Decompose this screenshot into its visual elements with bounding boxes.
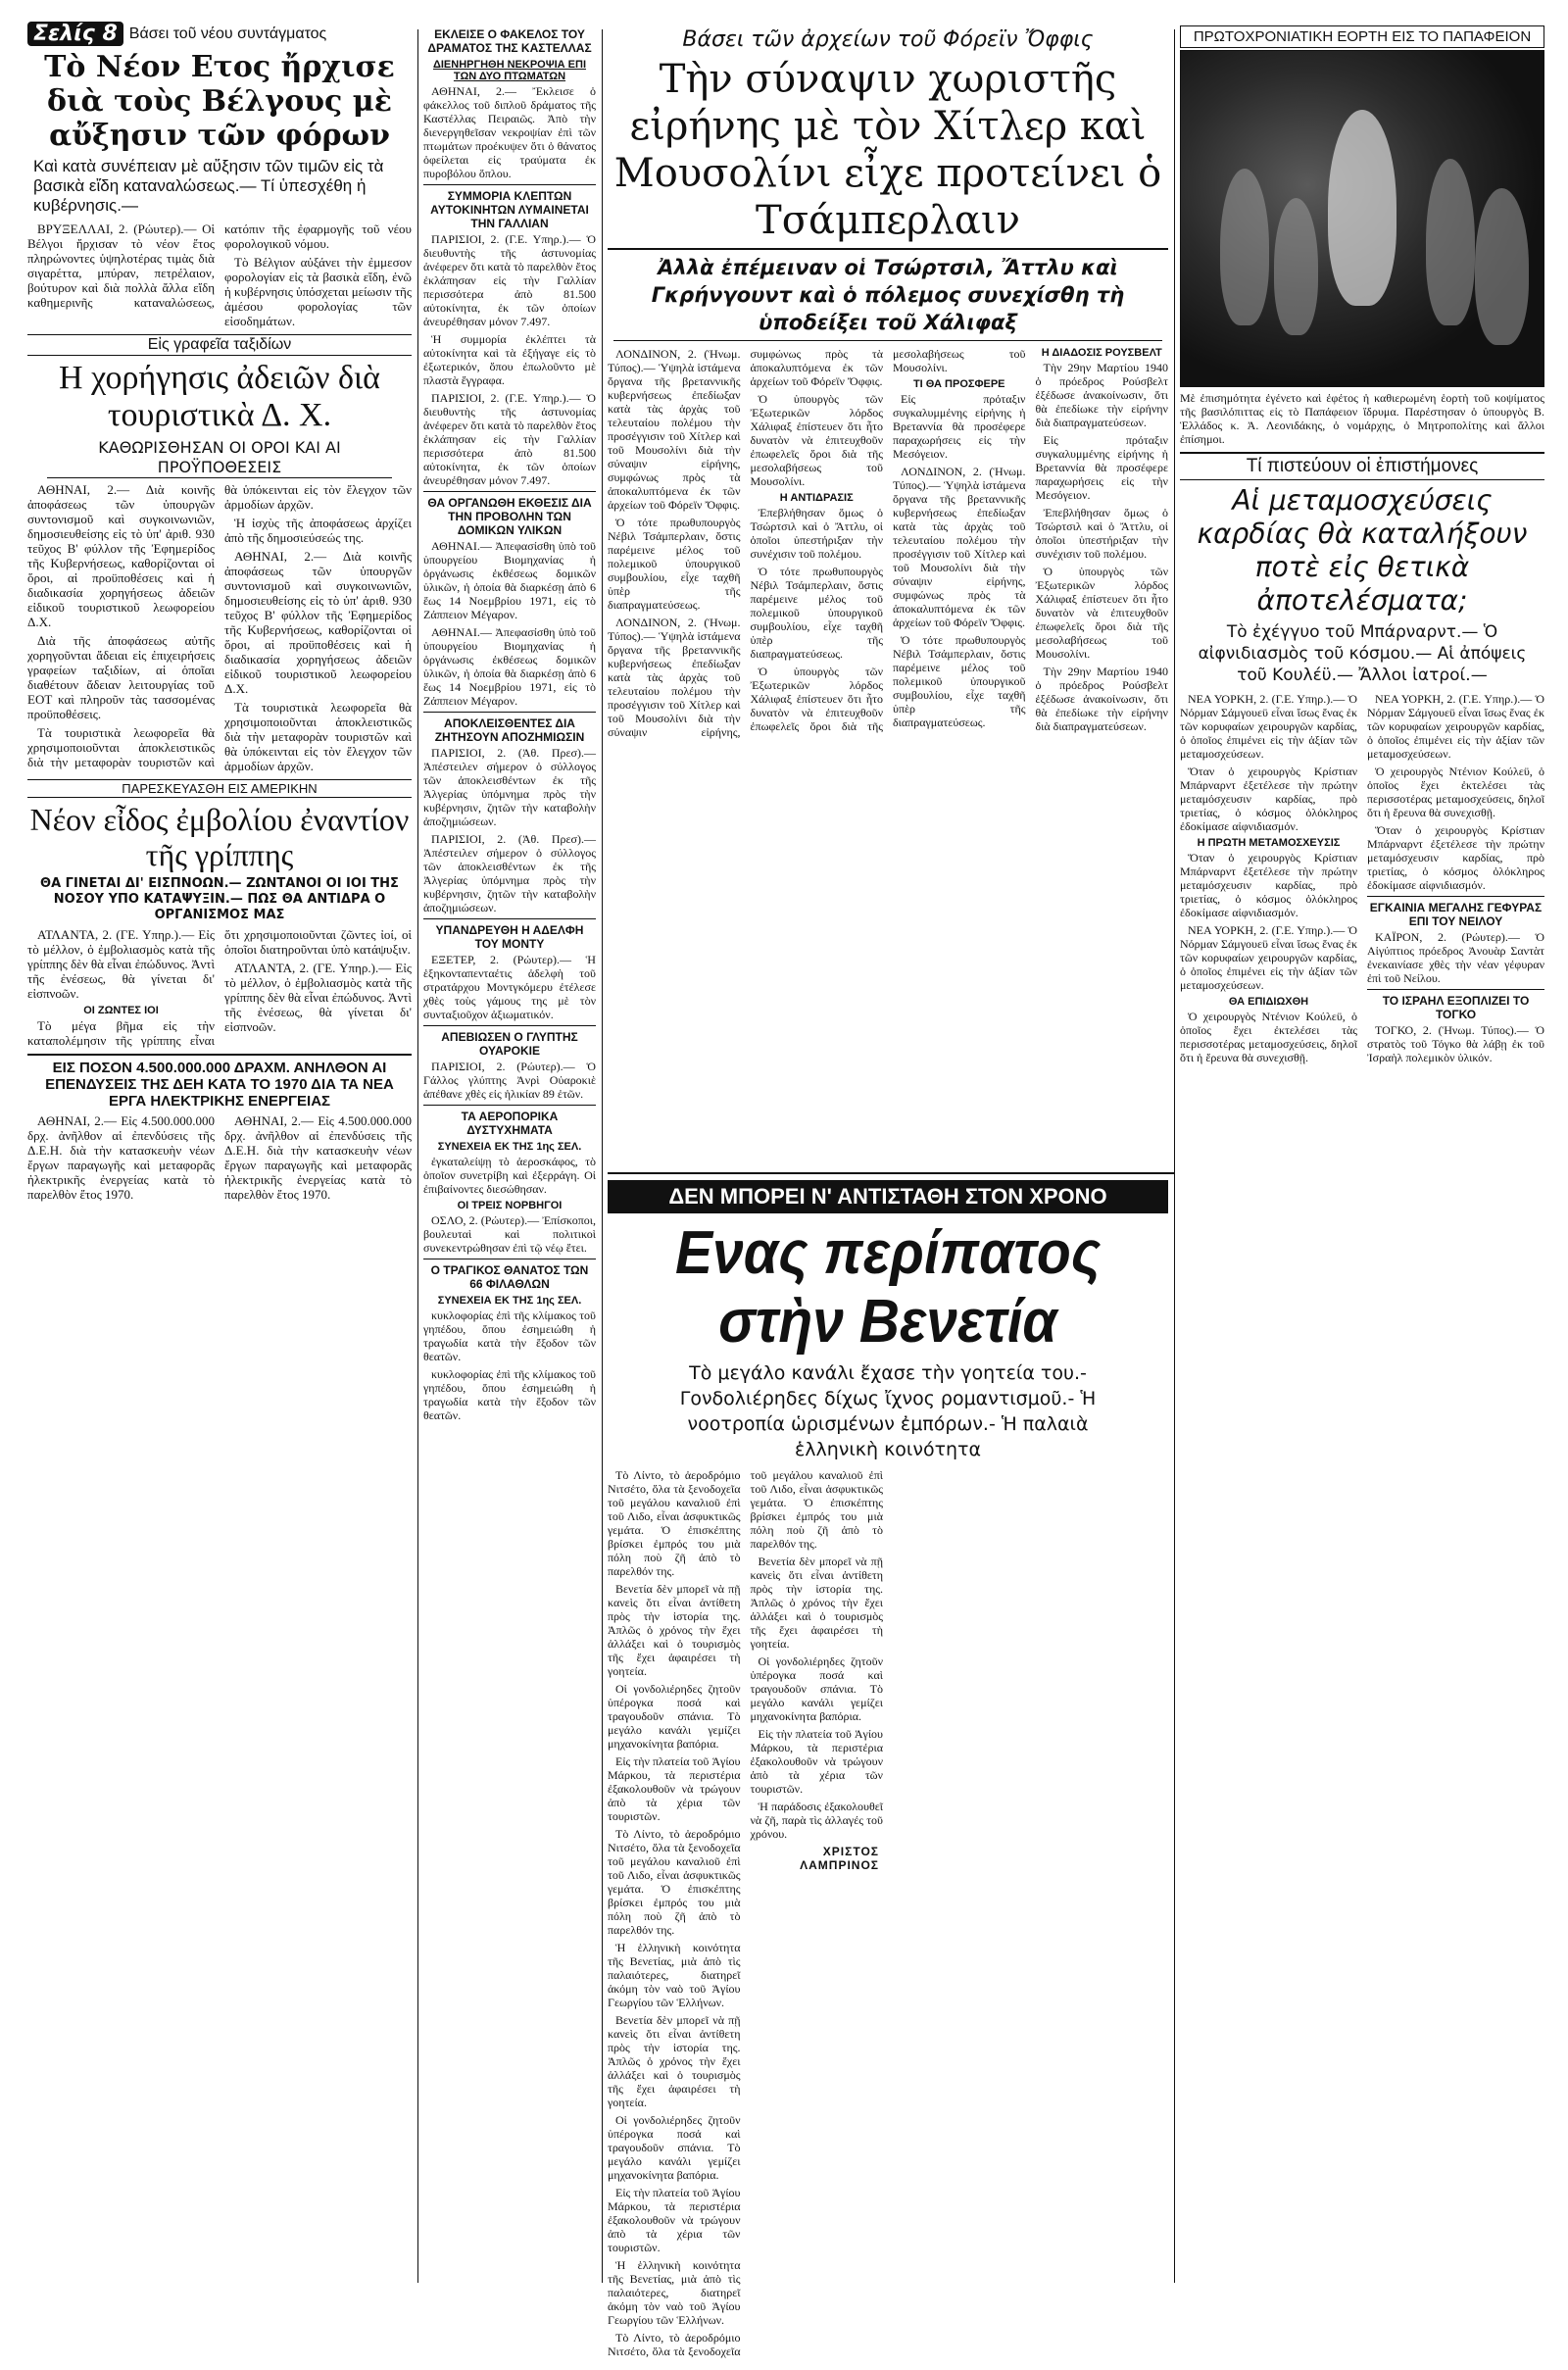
subhead-tourist-buses: ΚΑΘΩΡΙΣΘΗΣΑΝ ΟΙ ΟΡΟΙ ΚΑΙ ΑΙ ΠΡΟΫΠΟΘΕΣΕΙΣ <box>47 438 392 478</box>
author-byline: ΧΡΙΣΤΟΣ ΛΑΜΠΡΙΝΟΣ <box>800 1845 879 1872</box>
article-body: Ἡ ἰσχὺς τῆς ἀποφάσεως ἀρχίζει ἀπὸ τῆς δημοσιεύσεώς της. <box>224 516 412 545</box>
article-body: Τὸ Λίντο, τὸ ἀεροδρόμιο Νιτσέτο, ὅλα τὰ ξενοδοχεῖα τοῦ μεγάλου καναλιοῦ ἐπὶ τοῦ Λιδο, εἶναι ἀσφυκτικῶς γεμάτα. Ὁ ἐπισκέπτης βρίσκει ἐμπρός του μιὰ πόλη ποὺ ζῆ ἀπὸ τὸ παρελθόν της. <box>608 1468 883 2358</box>
headline-belgium: Τὸ Νέον Ετος ἤρχισε διὰ τοὺς Βέλγους μὲ αὔξησιν τῶν φόρων <box>44 50 395 153</box>
article-body: ΠΑΡΙΣΙΟΙ, 2. (Γ.Ε. Υπηρ.).— Ὁ διευθυντὴς τῆς ἀστυνομίας ἀνέφερεν ὅτι κατὰ τὸ παρελθὸν ἔτος ἐκλάπησαν εἰς τὴν Γαλλίαν περισσότερα ἀπὸ 81.500 αὐτοκίνητα, ἐκ τῶν ὁποίων ἀνευρέθησαν μόνον 7.497. <box>423 391 596 487</box>
column-rule <box>1174 29 1175 2283</box>
headline-heart-transplants: Αἱ μεταμοσχεύσεις καρδίας θὰ καταλήξουν ποτὲ εἰς θετικὰ ἀποτελέσματα; <box>1197 484 1528 617</box>
new-year-photo <box>1180 50 1544 387</box>
headline-air-accidents: ΤΑ ΑΕΡΟΠΟΡΙΚΑ ΔΥΣΤΥΧΗΜΑΤΑ <box>423 1105 596 1137</box>
article-body: Ὅταν ὁ χειρουργὸς Κρίστιαν Μπάρναρντ ἐξετέλεσε τὴν πρώτην μεταμόσχευσιν καρδίας, πρὸ τριετίας, ὁ κόσμος ὁλόκληρος ἐδοκίμασε αἰφνιδιασμόν. <box>1367 823 1544 892</box>
article-body: Ἡ ἑλληνικὴ κοινότητα τῆς Βενετίας, μιὰ ἀπὸ τὶς παλαιότερες, διατηρεῖ ἀκόμη τὸν ναὸ τοῦ Ἁγίου Γεωργίου τῶν Ἑλλήνων. <box>608 2258 741 2327</box>
article-body: Ὁ τότε πρωθυπουργὸς Νέβιλ Τσάμπερλαιν, ὅστις παρέμεινε μέλος τοῦ πολεμικοῦ ὑπουργικοῦ συμβουλίου, εἶχε ταχθῆ ὑπὲρ τῆς διαπραγματεύσεως. <box>893 633 1026 729</box>
article-body: ΕΞΕΤΕΡ, 2. (Ρώυτερ).— Ἡ ἑξηκονταπενταέτις ἀδελφὴ τοῦ στρατάρχου Μοντγκόμερυ ἐτέλεσε χθὲς τοὺς γάμους της μὲ τὸν συνταξιοῦχον ἀξιωματικόν. <box>423 953 596 1021</box>
column-4 <box>1180 25 1544 2283</box>
article-body: Οἱ γονδολιέρηδες ζητοῦν ὑπέρογκα ποσά καὶ τραγουδοῦν σπάνια. Τὸ μεγάλο κανάλι γεμίζει μηχανοκίνητα βαπόρια. <box>608 2113 741 2182</box>
headline-dei-investments: ΕΙΣ ΠΟΣΟΝ 4.500.000.000 ΔΡΑΧΜ. ΑΝΗΛΘΟΝ ΑΙ ΕΠΕΝΔΥΣΕΙΣ ΤΗΣ ΔΕΗ ΚΑΤΑ ΤΟ 1970 ΔΙΑ ΤΑ ΝΕΑ ΕΡΓΑ ΗΛΕΚΤΡΙΚΗΣ ΕΝΕΡΓΕΙΑΣ <box>45 1060 394 1110</box>
column-1 <box>27 22 412 2283</box>
column-2 <box>423 25 596 2283</box>
article-body: Εἰς τὴν πλατεία τοῦ Ἁγίου Μάρκου, τὰ περιστέρια ἐξακολουθοῦν νὰ τρώγουν ἀπὸ τὰ χέρια τῶν τουριστῶν. <box>608 2186 741 2254</box>
section-label-travel: Εἰς γραφεῖα ταξιδίων <box>27 334 412 356</box>
article-body: ΝΕΑ ΥΟΡΚΗ, 2. (Γ.Ε. Υπηρ.).— Ὁ Νόρμαν Σάμγουεϋ εἶναι ἴσως ἕνας ἐκ τῶν κορυφαίων χειρουργῶν καρδίας, ὁ ὁποῖος ἐπιμένει εἰς τὴν ἀξίαν τῶν μεταμοσχεύσεων. <box>1367 692 1544 761</box>
article-body: Ἡ παράδοσις ἐξακολουθεῖ νὰ ζῆ, παρὰ τὶς ἀλλαγές τοῦ χρόνου. <box>750 1800 883 1841</box>
subsection-heading: ΤΙ ΘΑ ΠΡΟΣΦΕΡΕ <box>912 378 1005 390</box>
column-rule <box>602 29 603 2283</box>
headline-israel-togo: ΤΟ ΙΣΡΑΗΛ ΕΞΟΠΛΙΖΕΙ ΤΟ ΤΟΓΚΟ <box>1367 989 1544 1021</box>
article-body: ΚΑΪΡΟΝ, 2. (Ρώυτερ).— Ὁ Αἰγύπτιος πρόεδρος Ἀνουὰρ Σαντὰτ ἐνεκαινίασε χθὲς τὴν νέαν γέφυραν ἐπὶ τοῦ Νείλου. <box>1367 930 1544 985</box>
headline-venice: Ενας περίπατος στὴν Βενετία <box>674 1219 1102 1356</box>
article-dei <box>27 1113 412 1206</box>
column-rule <box>417 29 418 2283</box>
article-body: ΠΑΡΙΣΙΟΙ, 2. (Ἀθ. Πρεσ).— Ἀπέστειλεν σήμερον ὁ σύλλογος τῶν ἀποκλεισθέντων ἐκ τῆς Ἀλγερίας ὑπόμνημα πρὸς τὴν κυβέρνησιν, ζητῶν τὴν καταβολὴν ἀποζημιώσεων. <box>423 746 596 828</box>
article-body: Οἱ γονδολιέρηδες ζητοῦν ὑπέρογκα ποσά καὶ τραγουδοῦν σπάνια. Τὸ μεγάλο κανάλι γεμίζει μηχανοκίνητα βαπόρια. <box>750 1654 883 1723</box>
column-3 <box>608 24 1168 1160</box>
article-body: κυκλοφορίας ἐπὶ τῆς κλίμακος τοῦ γηπέδου, ὅπου ἐσημειώθη ἡ τραγωδία κατὰ τὴν ἔξοδον τῶν θεατῶν. <box>423 1367 596 1422</box>
article-body: Εἰς πρόταξιν συγκαλυμμένης εἰρήνης ἡ Βρεταννία θὰ προσέφερε παραχωρήσεις εἰς τὴν Μεσόγειον. <box>1035 433 1168 502</box>
headline-car-thieves: ΣΥΜΜΟΡΙΑ ΚΛΕΠΤΩΝ ΑΥΤΟΚΙΝΗΤΩΝ ΛΥΜΑΙΝΕΤΑΙ ΤΗΝ ΓΑΛΛΙΑΝ <box>423 184 596 230</box>
subsection-heading: Η ΔΙΑΔΟΣΙΣ ΡΟΥΣΒΕΛΤ <box>1041 347 1162 359</box>
article-body: ΑΘΗΝΑΙ, 2.— Εἰς 4.500.000.000 δρχ. ἀνῆλθον αἱ ἐπενδύσεις τῆς Δ.Ε.Η. διὰ τὴν κατασκευὴν νέων ἔργων παραγωγῆς καὶ μεταφορᾶς ἠλεκτρικῆς ἐνεργείας κατὰ τὸ παρελθὸν ἔτος 1970. <box>27 1113 215 1202</box>
headline-tourist-buses: Η χορήγησις ἀδειῶν διὰ τουριστικὰ Δ. Χ. <box>59 360 380 433</box>
article-body: ΝΕΑ ΥΟΡΚΗ, 2. (Γ.Ε. Υπηρ.).— Ὁ Νόρμαν Σάμγουεϋ εἶναι ἴσως ἕνας ἐκ τῶν κορυφαίων χειρουργῶν καρδίας, ὁ ὁποῖος ἐπιμένει εἰς τὴν ἀξίαν τῶν μεταμοσχεύσεων. <box>1180 692 1357 761</box>
chamberlain-kicker: Βάσει τῶν ἀρχείων τοῦ Φόρεϊν Ὄφφις <box>682 27 1094 52</box>
article-body: Τὰ τουριστικὰ λεωφορεῖα θὰ χρησιμοποιοῦνται ἀποκλειστικῶς διὰ τὴν μεταφορὰν τουριστῶν καὶ θὰ ὑπόκεινται εἰς τὸν ἔλεγχον τῶν ἁρμοδίων ἀρχῶν. <box>27 482 412 769</box>
article-body: Τὸ Λίντο, τὸ ἀεροδρόμιο Νιτσέτο, ὅλα τὰ ξενοδοχεῖα τοῦ μεγάλου καναλιοῦ ἐπὶ τοῦ Λιδο, εἶναι ἀσφυκτικῶς γεμάτα. Ὁ ἐπισκέπτης βρίσκει ἐμπρός του μιὰ πόλη ποὺ ζῆ ἀπὸ τὸ παρελθόν της. <box>608 1827 741 1937</box>
headline-nile-bridge: ΕΓΚΑΙΝΙΑ ΜΕΓΑΛΗΣ ΓΕΦΥΡΑΣ ΕΠΙ ΤΟΥ ΝΕΙΛΟΥ <box>1367 896 1544 928</box>
article-heart <box>1180 692 1544 1068</box>
article-body: Τὴν 29ην Μαρτίου 1940 ὁ πρόεδρος Ρούσβελτ ἐξέδωσε ἀνακοίνωσιν, ὅτι θὰ ἐπεδίωκε τὴν εἰρήνην διὰ διαπραγματεύσεων. <box>1035 665 1168 733</box>
subhead-belgium: Καὶ κατὰ συνέπειαν μὲ αὔξησιν τῶν τιμῶν εἰς τὰ βασικὰ εἴδη καταναλώσεως.— Τί ὑπεσχέθη ἡ κυβέρνησις.— <box>33 157 384 215</box>
article-body: ΑΘΗΝΑΙ, 2.— Εἰς 4.500.000.000 δρχ. ἀνῆλθον αἱ ἐπενδύσεις τῆς Δ.Ε.Η. διὰ τὴν κατασκευὴν νέων ἔργων παραγωγῆς καὶ μεταφορᾶς ἠλεκτρικῆς ἐνεργείας κατὰ τὸ παρελθὸν ἔτος 1970. <box>224 1113 412 1202</box>
article-body: Ἡ ἑλληνικὴ κοινότητα τῆς Βενετίας, μιὰ ἀπὸ τὶς παλαιότερες, διατηρεῖ ἀκόμη τὸν ναὸ τοῦ Ἁγίου Γεωργίου τῶν Ἑλλήνων. <box>608 1941 741 2009</box>
continued-label: ΣΥΝΕΧΕΙΑ ΕΚ ΤΗΣ 1ης ΣΕΛ. <box>437 1295 582 1307</box>
article-body: Ὅταν ὁ χειρουργὸς Κρίστιαν Μπάρναρντ ἐξετέλεσε τὴν πρώτην μεταμόσχευσιν καρδίας, πρὸ τριετίας, ὁ κόσμος ὁλόκληρος ἐδοκίμασε αἰφνιδιασμόν. <box>1180 851 1357 919</box>
article-body: ΑΘΗΝΑΙ, 2.— Διὰ κοινῆς ἀποφάσεως τῶν ὑπουργῶν συντονισμοῦ καὶ συγκοινωνιῶν, δημοσιευθείσης εἰς τὸ ὑπ' ἀριθ. 930 τεῦχος Β' φύλλον τῆς Ἐφημερίδος τῆς Κυβερνήσεως, καθορίζονται οἱ ὅροι, αἱ προϋποθέσεις καὶ ἡ διαδικασία χορηγήσεως ἀδειῶν εἰδικοῦ τουριστικοῦ λεωφορείου Δ.Χ. <box>224 549 412 696</box>
article-body: ΑΘΗΝΑΙ.— Ἀπεφασίσθη ὑπὸ τοῦ ὑπουργείου Βιομηχανίας ἡ ὀργάνωσις ἐκθέσεως δομικῶν ὑλικῶν, ἡ ὁποία θὰ διαρκέσῃ ἀπὸ 6 ἕως 14 Νοεμβρίου 1971, εἰς τὸ Ζάππειον Μέγαρον. <box>423 539 596 621</box>
article-body: Ὁ χειρουργὸς Ντένιον Κούλεϋ, ὁ ὁποῖος ἔχει ἐκτελέσει τὰς περισσοτέρας μεταμοσχεύσεις, δηλοῖ ὅτι ἡ ἔρευνα θὰ συνεχισθῇ. <box>1180 1010 1357 1064</box>
article-belgium <box>27 222 412 328</box>
article-body: Εἰς τὴν πλατεία τοῦ Ἁγίου Μάρκου, τὰ περιστέρια ἐξακολουθοῦν νὰ τρώγουν ἀπὸ τὰ χέρια τῶν τουριστῶν. <box>608 1754 741 1823</box>
article-body: ΟΣΛΟ, 2. (Ρώυτερ).— Ἐπίσκοποι, βουλευταὶ καὶ πολιτικοὶ συνεκεντρώθησαν ἐπὶ τῷ νέῳ ἔτει. <box>423 1213 596 1255</box>
headline-monty-sister: ΥΠΑΝΔΡΕΥΘΗ Η ΑΔΕΛΦΗ ΤΟΥ ΜΟΝΤΥ <box>423 918 596 951</box>
headline-chamberlain: Τὴν σύναψιν χωριστῆς εἰρήνης μὲ τὸν Χίτλερ καὶ Μουσολίνι εἶχε προτείνει ὁ Τσάμπερλαιν <box>608 56 1168 250</box>
article-body: Ὅταν ὁ χειρουργὸς Κρίστιαν Μπάρναρντ ἐξετέλεσε τὴν πρώτην μεταμόσχευσιν καρδίας, πρὸ τριετίας, ὁ κόσμος ὁλόκληρος ἐδοκίμασε αἰφνιδιασμόν. <box>1180 765 1357 833</box>
article-body: Βενετία δὲν μπορεῖ νὰ πῇ κανεὶς ὅτι εἶναι ἀντίθετη πρὸς τὴν ἱστορία της. Ἀπλῶς ὁ χρόνος τὴν ἔχει ἀλλάξει καὶ ὁ τουρισμὸς τῆς ἔχει ἀφαιρέσει τὴ γοητεία. <box>608 2013 741 2109</box>
photo-title: ΠΡΩΤΟΧΡΟΝΙΑΤΙΚΗ ΕΟΡΤΗ ΕΙΣ ΤΟ ΠΑΠΑΦΕΙΟΝ <box>1180 25 1544 48</box>
section-label-america: ΠΑΡΕΣΚΕΥΑΣΘΗ ΕΙΣ ΑΜΕΡΙΚΗΝ <box>27 779 412 798</box>
article-body: ΠΑΡΙΣΙΟΙ, 2. (Ἀθ. Πρεσ).— Ἀπέστειλεν σήμερον ὁ σύλλογος τῶν ἀποκλεισθέντων ἐκ τῆς Ἀλγερίας ὑπόμνημα πρὸς τὴν κυβέρνησιν, ζητῶν τὴν καταβολὴν ἀποζημιώσεων. <box>423 832 596 914</box>
article-flu-vaccine <box>27 927 412 1048</box>
article-body: Τὰ τουριστικὰ λεωφορεῖα θὰ χρησιμοποιοῦνται ἀποκλειστικῶς διὰ τὴν μεταφορὰν τουριστῶν καὶ θὰ ὑπόκεινται εἰς τὸν ἔλεγχον τῶν ἁρμοδίων ἀρχῶν. <box>224 700 412 773</box>
article-body: ΑΘΗΝΑΙ, 2.— Διὰ κοινῆς ἀποφάσεως τῶν ὑπουργῶν συντονισμοῦ καὶ συγκοινωνιῶν, δημοσιευθείσης εἰς τὸ ὑπ' ἀριθ. 930 τεῦχος Β' φύλλον τῆς Ἐφημερίδος τῆς Κυβερνήσεως, καθορίζονται οἱ ὅροι, αἱ προϋποθέσεις καὶ ἡ διαδικασία χορηγήσεως ἀδειῶν εἰδικοῦ τουριστικοῦ λεωφορείου Δ.Χ. <box>27 482 215 629</box>
headline-flu-vaccine: Νέον εἶδος ἐμβολίου ἐναντίον τῆς γρίππης <box>29 802 410 872</box>
subhead-heart: Τὸ ἐχέγγυο τοῦ Μπάρναρντ.— Ὁ αἰφνιδιασμὸς τοῦ κόσμου.— Αἱ ἀπόψεις τοῦ Κουλέϋ.— Ἄλλοι ἰατροί.— <box>1198 622 1527 685</box>
article-body: Τὸ μέγα βῆμα εἰς τὴν καταπολέμησιν τῆς γρίππης εἶναι ὅτι χρησιμοποιοῦνται ζῶντες ἰοί, οἱ ὁποῖοι διατηροῦνται ὑπὸ κατάψυξιν. <box>27 927 412 1048</box>
article-body: Ὁ ὑπουργὸς τῶν Ἐξωτερικῶν λόρδος Χάλιφαξ ἐπίστευεν ὅτι ἦτο δυνατὸν νὰ ἐπιτευχθοῦν ἐπωφελεῖς ὅροι διὰ τῆς μεσολαβήσεως τοῦ Μουσολίνι. <box>1035 565 1168 661</box>
article-body: ΠΑΡΙΣΙΟΙ, 2. (Γ.Ε. Υπηρ.).— Ὁ διευθυντὴς τῆς ἀστυνομίας ἀνέφερεν ὅτι κατὰ τὸ παρελθὸν ἔτος ἐκλάπησαν εἰς τὴν Γαλλίαν περισσότερα ἀπὸ 81.500 αὐτοκίνητα, ἐκ τῶν ὁποίων ἀνευρέθησαν μόνον 7.497. <box>423 232 596 328</box>
subhead-chamberlain: Ἀλλὰ ἐπέμειναν οἱ Τσώρτσιλ, Ἄττλυ καὶ Γκρήνγουντ καὶ ὁ πόλεμος συνεχίσθη τὴ ὑποδείξει τοῦ Χάλιφαξ <box>613 254 1162 341</box>
headline-building-expo: ΘΑ ΟΡΓΑΝΩΘΗ ΕΚΘΕΣΙΣ ΔΙΑ ΤΗΝ ΠΡΟΒΟΛΗΝ ΤΩΝ ΔΟΜΙΚΩΝ ΥΛΙΚΩΝ <box>423 491 596 537</box>
article-venice <box>608 1468 1168 2370</box>
article-body: Ὁ χειρουργὸς Ντένιον Κούλεϋ, ὁ ὁποῖος ἔχει ἐκτελέσει τὰς περισσοτέρας μεταμοσχεύσεις, δηλοῖ ὅτι ἡ ἔρευνα θὰ συνεχισθῇ. <box>1367 765 1544 819</box>
photo-caption: Μὲ ἐπισημότητα ἐγένετο καὶ ἐφέτος ἡ καθιερωμένη ἑορτὴ τοῦ κοψίματος τῆς βασιλόπιττας εἰς τὸ Παπάφειον ἵδρυμα. Παρέστησαν ὁ ὑπουργὸς Β. Ἑλλάδος κ. Ἀ. Λεονιδάκης, ὁ νομάρχης, ὁ Μητροπολίτης καὶ ἄλλοι ἐπίσημοι. <box>1180 391 1544 446</box>
article-body: Τὸ Βέλγιον αὐξάνει τὴν ἐμμεσον φορολογίαν εἰς τὰ βασικὰ εἴδη, ἐνῶ ἡ κυβέρνησις ὑπόσχεται μείωσιν τῆς ἀμέσου φορολογίας τῶν εἰσοδημάτων. <box>224 255 412 328</box>
subsection-heading: Η ΑΝΤΙΔΡΑΣΙΣ <box>779 492 854 504</box>
subsection-heading: ΟΙ ΤΡΕΙΣ ΝΟΡΒΗΓΟΙ <box>457 1200 563 1211</box>
venice-kicker: ΔΕΝ ΜΠΟΡΕΙ Ν' ΑΝΤΙΣΤΑΘΗ ΣΤΟΝ ΧΡΟΝΟ <box>608 1180 1168 1213</box>
article-body: ΒΡΥΞΕΛΛΑΙ, 2. (Ρώυτερ).— Οἱ Βέλγοι ἤρχισαν τὸ νέον ἔτος πληρώνοντες ὑψηλοτέρας τιμὰς διὰ σιγαρέττα, μπύραν, πετρέλαιον, βούτυρον καὶ διὰ πολλὰ ἄλλα εἴδη καθημερινῆς καταναλώσεως, κατόπιν τῆς ἐφαρμογῆς τοῦ νέου φορολογικοῦ νόμου. <box>27 222 412 310</box>
article-body: Ἐπεβλήθησαν ὅμως ὁ Τσώρτσιλ καὶ ὁ Ἄττλυ, οἱ ὁποῖοι ὑπεστήριξαν τὴν συνέχισιν τοῦ πολέμου. <box>1035 506 1168 561</box>
subsection-heading: ΟΙ ΖΩΝΤΕΣ ΙΟΙ <box>83 1005 159 1016</box>
article-body: ΛΟΝΔΙΝΟΝ, 2. (Ἡνωμ. Τύπος).— Ὑψηλὰ ἱστάμενα ὄργανα τῆς βρεταννικῆς κυβερνήσεως ἐπεδίωξαν κατὰ τὰς ἀρχὰς τοῦ τελευταίου πολέμου τὴν προσέγγισιν τοῦ Χίτλερ καὶ τοῦ Μουσολίνι διὰ τὴν σύναψιν εἰρήνης, συμφώνως πρὸς τὰ ἀποκαλυπτόμενα ἐκ τῶν ἀρχείων τοῦ Φόρεϊν Ὄφφις. <box>608 347 741 512</box>
article-tourist-buses <box>27 482 412 773</box>
article-body: Ὁ τότε πρωθυπουργὸς Νέβιλ Τσάμπερλαιν, ὅστις παρέμεινε μέλος τοῦ πολεμικοῦ ὑπουργικοῦ συμβουλίου, εἶχε ταχθῆ ὑπὲρ τῆς διαπραγματεύσεως. <box>750 565 883 661</box>
masthead-kicker: Βάσει τοῦ νέου συντάγματος <box>128 25 327 42</box>
article-body: ΛΟΝΔΙΝΟΝ, 2. (Ἡνωμ. Τύπος).— Ὑψηλὰ ἱστάμενα ὄργανα τῆς βρεταννικῆς κυβερνήσεως ἐπεδίωξαν κατὰ τὰς ἀρχὰς τοῦ τελευταίου πολέμου τὴν προσέγγισιν τοῦ Χίτλερ καὶ τοῦ Μουσολίνι διὰ τὴν σύναψιν εἰρήνης, συμφώνως πρὸς τὰ ἀποκαλυπτόμενα ἐκ τῶν ἀρχείων τοῦ Φόρεϊν Ὄφφις. <box>608 347 883 739</box>
article-body: Ὁ ὑπουργὸς τῶν Ἐξωτερικῶν λόρδος Χάλιφαξ ἐπίστευεν ὅτι ἦτο δυνατὸν νὰ ἐπιτευχθοῦν ἐπωφελεῖς ὅροι διὰ τῆς μεσολαβήσεως τοῦ Μουσολίνι. <box>750 392 883 488</box>
article-body: Εἰς πρόταξιν συγκαλυμμένης εἰρήνης ἡ Βρεταννία θὰ προσέφερε παραχωρήσεις εἰς τὴν Μεσόγειον. <box>893 392 1026 461</box>
article-body: ΑΤΛΑΝΤΑ, 2. (ΓΕ. Υπηρ.).— Εἰς τὸ μέλλον, ὁ ἐμβολιασμὸς κατὰ τῆς γρίππης δὲν θὰ εἶναι ἐπώδυνος. Ἀντὶ τῆς ἐνέσεως, θὰ γίνεται δι' εἰσπνοῶν. <box>224 961 412 1034</box>
article-body: Διὰ τῆς ἀποφάσεως αὐτῆς χορηγοῦνται ἄδειαι εἰς ἐπιχειρήσεις γραφείων ταξιδίων, αἱ ὁποῖαι διαθέτουν ἄδειαν λειτουργίας τοῦ ΕΟΤ καὶ πληροῦν τὰς τασσομένας προϋποθέσεις. <box>27 633 215 721</box>
headline-compensation: ΑΠΟΚΛΕΙΣΘΕΝΤΕΣ ΔΙΑ ΖΗΤΗΣΟΥΝ ΑΠΟΖΗΜΙΩΣΙΝ <box>423 712 596 744</box>
page-number-badge: Σελίς 8 <box>27 22 123 46</box>
article-body: Οἱ γονδολιέρηδες ζητοῦν ὑπέρογκα ποσά καὶ τραγουδοῦν σπάνια. Τὸ μεγάλο κανάλι γεμίζει μηχανοκίνητα βαπόρια. <box>608 1682 741 1751</box>
article-body: Εἰς τὴν πλατεία τοῦ Ἁγίου Μάρκου, τὰ περιστέρια ἐξακολουθοῦν νὰ τρώγουν ἀπὸ τὰ χέρια τῶν τουριστῶν. <box>750 1727 883 1796</box>
article-body: ΝΕΑ ΥΟΡΚΗ, 2. (Γ.Ε. Υπηρ.).— Ὁ Νόρμαν Σάμγουεϋ εἶναι ἴσως ἕνας ἐκ τῶν κορυφαίων χειρουργῶν καρδίας, ὁ ὁποῖος ἐπιμένει εἰς τὴν ἀξίαν τῶν μεταμοσχεύσεων. <box>1180 923 1357 992</box>
article-body: Τὴν 29ην Μαρτίου 1940 ὁ πρόεδρος Ρούσβελτ ἐξέδωσε ἀνακοίνωσιν, ὅτι θὰ ἐπεδίωκε τὴν εἰρήνην διὰ διαπραγματεύσεων. <box>1035 361 1168 429</box>
article-body: Βενετία δὲν μπορεῖ νὰ πῇ κανεὶς ὅτι εἶναι ἀντίθετη πρὸς τὴν ἱστορία της. Ἀπλῶς ὁ χρόνος τὴν ἔχει ἀλλάξει καὶ ὁ τουρισμὸς τῆς ἔχει ἀφαιρέσει τὴ γοητεία. <box>750 1555 883 1651</box>
headline-sculptor: ΑΠΕΒΙΩΣΕΝ Ο ΓΛΥΠΤΗΣ ΟΥΑΡΟΚΙΕ <box>423 1025 596 1058</box>
subhead-flu-vaccine: ΘΑ ΓΙΝΕΤΑΙ ΔΙ' ΕΙΣΠΝΟΩΝ.— ΖΩΝΤΑΝΟΙ ΟΙ ΙΟΙ ΤΗΣ ΝΟΣΟΥ ΥΠΟ ΚΑΤΑΨΥΞΙΝ.— ΠΩΣ ΘΑ ΑΝΤΙΔΡΑ Ο ΟΡΓΑΝΙΣΜΟΣ ΜΑΣ <box>40 876 399 922</box>
article-body: ΠΑΡΙΣΙΟΙ, 2. (Ρώυτερ).— Ὁ Γάλλος γλύπτης Ἀνρὶ Οὐαροκιὲ ἀπέθανε χθὲς εἰς ἡλικίαν 89 ἐτῶν. <box>423 1060 596 1101</box>
subhead-kastella: ΔΙΕΝΗΡΓΗΘΗ ΝΕΚΡΟΨΙΑ ΕΠΙ ΤΩΝ ΔΥΟ ΠΤΩΜΑΤΩΝ <box>432 59 587 82</box>
article-body: ΑΤΛΑΝΤΑ, 2. (ΓΕ. Υπηρ.).— Εἰς τὸ μέλλον, ὁ ἐμβολιασμὸς κατὰ τῆς γρίππης δὲν θὰ εἶναι ἐπώδυνος. Ἀντὶ τῆς ἐνέσεως, θὰ γίνεται δι' εἰσπνοῶν. <box>27 927 215 1001</box>
venice-section <box>608 1180 1168 2358</box>
article-body: Τὸ Λίντο, τὸ ἀεροδρόμιο Νιτσέτο, ὅλα τὰ ξενοδοχεῖα τοῦ μεγάλου καναλιοῦ ἐπὶ τοῦ Λιδο, εἶναι ἀσφυκτικῶς γεμάτα. Ὁ ἐπισκέπτης βρίσκει ἐμπρός του μιὰ πόλη ποὺ ζῆ ἀπὸ τὸ παρελθόν της. <box>608 1468 741 1578</box>
article-body: ΤΟΓΚΟ, 2. (Ἡνωμ. Τύπος).— Ὁ στρατὸς τοῦ Τόγκο θὰ λάβῃ ἐκ τοῦ Ἰσραὴλ πολεμικὸν ὑλικόν. <box>1367 1023 1544 1064</box>
article-chamberlain <box>608 347 1168 739</box>
article-body: ἐγκαταλείψῃ τὸ ἀεροσκάφος, τὸ ὁποῖον συνετρίβη καὶ ἐξερράγη. Οἱ ἐπιβαίνοντες διεσώθησαν. <box>423 1155 596 1196</box>
article-body: ΛΟΝΔΙΝΟΝ, 2. (Ἡνωμ. Τύπος).— Ὑψηλὰ ἱστάμενα ὄργανα τῆς βρεταννικῆς κυβερνήσεως ἐπεδίωξαν κατὰ τὰς ἀρχὰς τοῦ τελευταίου πολέμου τὴν προσέγγισιν τοῦ Χίτλερ καὶ τοῦ Μουσολίνι διὰ τὴν σύναψιν εἰρήνης, συμφώνως πρὸς τὰ ἀποκαλυπτόμενα ἐκ τῶν ἀρχείων τοῦ Φόρεϊν Ὄφφις. <box>893 465 1026 629</box>
article-body: Ἐπεβλήθησαν ὅμως ὁ Τσώρτσιλ καὶ ὁ Ἄττλυ, οἱ ὁποῖοι ὑπεστήριξαν τὴν συνέχισιν τοῦ πολέμου. <box>750 506 883 561</box>
subsection-heading: ΘΑ ΕΠΙΔΙΩΧΘΗ <box>1228 996 1309 1008</box>
continued-label: ΣΥΝΕΧΕΙΑ ΕΚ ΤΗΣ 1ης ΣΕΛ. <box>437 1141 582 1153</box>
headline-66-fans: Ο ΤΡΑΓΙΚΟΣ ΘΑΝΑΤΟΣ ΤΩΝ 66 ΦΙΛΑΘΛΩΝ <box>423 1259 596 1291</box>
article-body: ΑΘΗΝΑΙ, 2.— Ἔκλεισε ὁ φάκελλος τοῦ διπλοῦ δράματος τῆς Καστέλλας Πειραιῶς. Ἀπὸ τὴν διενεργηθεῖσαν νεκροψίαν ἐπὶ τῶν πτωμάτων προέκυψεν ὅτι ὁ θάνατος ὀφείλεται εἰς τραύματα ἐκ πυροβόλου ὅπλου. <box>423 84 596 180</box>
article-body: Ὁ τότε πρωθυπουργὸς Νέβιλ Τσάμπερλαιν, ὅστις παρέμεινε μέλος τοῦ πολεμικοῦ ὑπουργικοῦ συμβουλίου, εἶχε ταχθῆ ὑπὲρ τῆς διαπραγματεύσεως. <box>608 516 741 612</box>
heart-kicker: Τί πιστεύουν οἱ ἐπιστήμονες <box>1180 452 1544 480</box>
article-body: κυκλοφορίας ἐπὶ τῆς κλίμακος τοῦ γηπέδου, ὅπου ἐσημειώθη ἡ τραγωδία κατὰ τὴν ἔξοδον τῶν θεατῶν. <box>423 1308 596 1363</box>
section-rule <box>608 1172 1174 1174</box>
article-body: ΑΘΗΝΑΙ.— Ἀπεφασίσθη ὑπὸ τοῦ ὑπουργείου Βιομηχανίας ἡ ὀργάνωσις ἐκθέσεως δομικῶν ὑλικῶν, ἡ ὁποία θὰ διαρκέσῃ ἀπὸ 6 ἕως 14 Νοεμβρίου 1971, εἰς τὸ Ζάππειον Μέγαρον. <box>423 625 596 708</box>
subsection-heading: Η ΠΡΩΤΗ ΜΕΤΑΜΟΣΧΕΥΣΙΣ <box>1197 837 1341 849</box>
subhead-venice: Τὸ μεγάλο κανάλι ἔχασε τὴν γοητεία του.- Γονδολιέρηδες δίχως ἴχνος ρομαντισμοῦ.- Ἡ νοοτροπία ὡρισμένων ἐμπόρων.- Ἡ παλαιὰ ἑλληνικὴ κοινότητα <box>679 1362 1097 1460</box>
article-body: Ὁ ὑπουργὸς τῶν Ἐξωτερικῶν λόρδος Χάλιφαξ ἐπίστευεν ὅτι ἦτο δυνατὸν νὰ ἐπιτευχθοῦν ἐπωφελεῖς ὅροι διὰ τῆς μεσολαβήσεως τοῦ Μουσολίνι. <box>750 347 1026 733</box>
headline-kastella: ΕΚΛΕΙΣΕ Ο ΦΑΚΕΛΟΣ ΤΟΥ ΔΡΑΜΑΤΟΣ ΤΗΣ ΚΑΣΤΕΛΛΑΣ <box>427 27 592 55</box>
article-body: Ἡ συμμορία ἐκλέπτει τὰ αὐτοκίνητα καὶ τὰ ἐξήγαγε εἰς τὸ ἐξωτερικόν, ὅπου ἐπωλοῦντο μὲ πλαστὰ ἔγγραφα. <box>423 332 596 387</box>
article-body: Βενετία δὲν μπορεῖ νὰ πῇ κανεὶς ὅτι εἶναι ἀντίθετη πρὸς τὴν ἱστορία της. Ἀπλῶς ὁ χρόνος τὴν ἔχει ἀλλάξει καὶ ὁ τουρισμὸς τῆς ἔχει ἀφαιρέσει τὴ γοητεία. <box>608 1582 741 1678</box>
